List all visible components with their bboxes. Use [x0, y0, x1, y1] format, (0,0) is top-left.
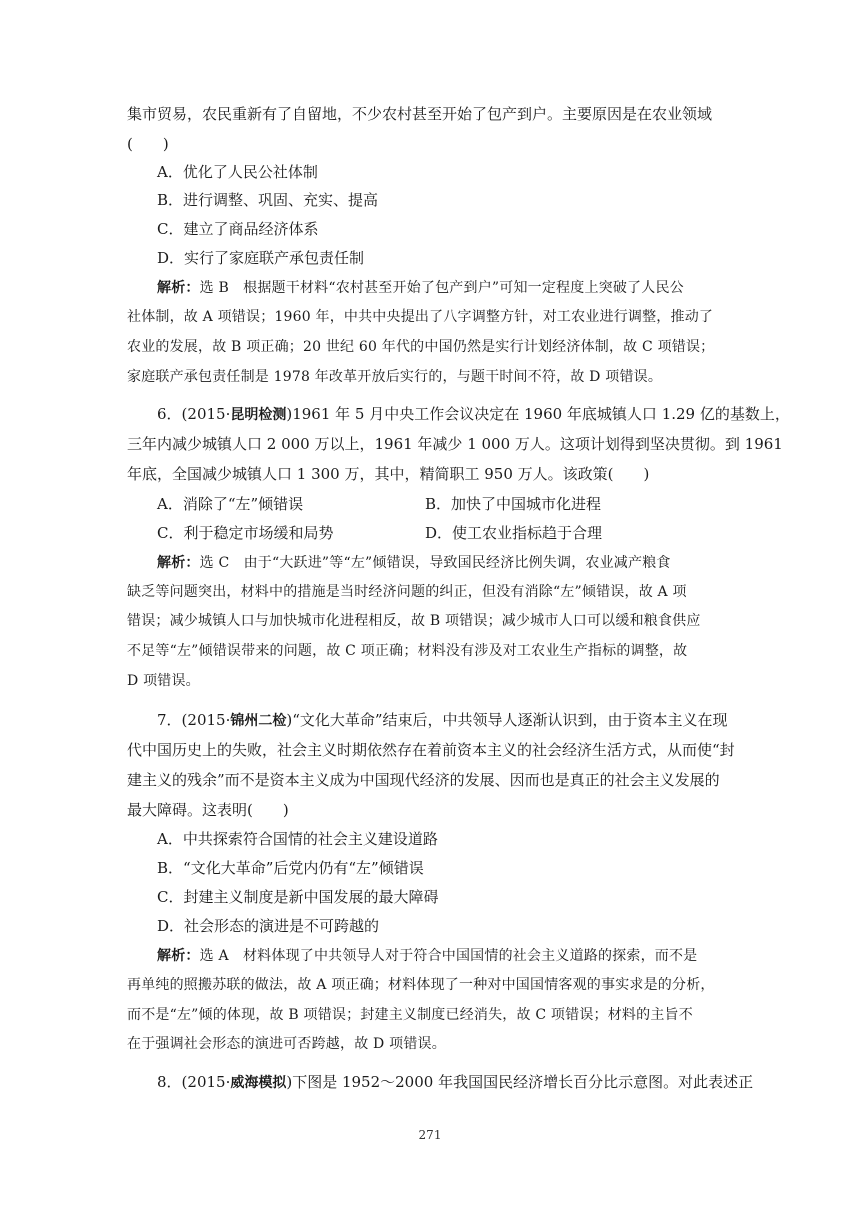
q5-analysis-line-3: 农业的发展，故 B 项正确；20 世纪 60 年代的中国仍然是实行计划经济体制，故 C 项错误；	[127, 339, 715, 355]
q7-option-c: C．封建主义制度是新中国发展的最大障碍	[157, 888, 439, 906]
q7-option-a: A．中共探索符合国情的社会主义建设道路	[157, 830, 438, 848]
q5-analysis-line-2: 社体制，故 A 项错误；1960 年，中共中央提出了八字调整方针，对工农业进行调整，推动了	[127, 309, 714, 325]
q6-option-b: B．加快了中国城市化进程	[425, 495, 602, 513]
q5-analysis-label: 解析：	[157, 280, 200, 296]
q8-number: 8．(2015·	[157, 1073, 231, 1091]
q7-stem-first-rest: )“文化大革命”结束后，中共领导人逐渐认识到，由于资本主义在现	[286, 711, 728, 729]
q5-stem-line-1: 集市贸易，农民重新有了自留地，不少农村甚至开始了包产到户。主要原因是在农业领域	[127, 105, 713, 123]
q6-analysis-line-2: 缺乏等问题突出，材料中的措施是当时经济问题的纠正，但没有消除“左”倾错误，故 A 项	[127, 584, 687, 600]
q6-option-a: A．消除了“左”倾错误	[157, 495, 304, 513]
q7-stem-line-2: 代中国历史上的失败，社会主义时期依然存在着前资本主义的社会经济生活方式，从而使“封	[127, 741, 735, 759]
q7-analysis-line-4: 在于强调社会形态的演进可否跨越，故 D 项错误。	[127, 1036, 446, 1052]
q6-analysis-line-3: 错误；减少城镇人口与加快城市化进程相反，故 B 项错误；减少城市人口可以缓和粮食供应	[127, 613, 701, 629]
q7-option-b: B．“文化大革命”后党内仍有“左”倾错误	[157, 859, 424, 877]
q7-source: 锦州二检	[230, 713, 287, 729]
q7-analysis-line-3: 而不是“左”倾的体现，故 B 项错误；封建主义制度已经消失，故 C 项错误；材料的主旨不	[127, 1007, 693, 1023]
q6-analysis-line-1	[157, 553, 671, 573]
q6-analysis-line-4: 不足等“左”倾错误带来的问题，故 C 项正确；材料没有涉及对工农业生产指标的调整，故	[127, 643, 688, 659]
q7-analysis-line-1	[157, 946, 697, 966]
q7-stem-line-3: 建主义的残余”而不是资本主义成为中国现代经济的发展、因而也是真正的社会主义发展的	[127, 771, 720, 789]
q6-option-c: C．利于稳定市场缓和局势	[157, 524, 334, 542]
q6-analysis-label: 解析：	[157, 555, 200, 571]
q6-analysis-line-5: D 项错误。	[127, 673, 200, 689]
q7-analysis-text-1: 选 A 材料体现了中共领导人对于符合中国国情的社会主义道路的探索，而不是	[199, 948, 698, 964]
q7-number: 7．(2015·	[157, 711, 231, 729]
q5-option-d: D．实行了家庭联产承包责任制	[157, 249, 365, 267]
q6-option-d: D．使工农业指标趋于合理	[425, 524, 603, 542]
q8-source: 威海模拟	[230, 1075, 287, 1091]
q6-stem-line-3: 年底，全国减少城镇人口 1 300 万，其中，精简职工 950 万人。该政策( )	[127, 465, 650, 483]
q5-stem-line-2: ( )	[127, 135, 169, 153]
q6-stem-line-2: 三年内减少城镇人口 2 000 万以上，1961 年减少 1 000 万人。这项计划得到坚决贯彻。到 1961	[127, 435, 783, 453]
q5-option-b: B．进行调整、巩固、充实、提高	[157, 191, 379, 209]
q8-stem-line-1	[157, 1072, 753, 1093]
q5-analysis-text-1: 选 B 根据题干材料“农村甚至开始了包产到户”可知一定程度上突破了人民公	[199, 280, 684, 296]
q6-stem-line-1	[157, 404, 790, 425]
q6-source: 昆明检测	[230, 407, 287, 423]
q7-analysis-label: 解析：	[157, 948, 200, 964]
q7-stem-line-4: 最大障碍。这表明( )	[127, 801, 289, 819]
q6-analysis-text-1: 选 C 由于“大跃进”等“左”倾错误，导致国民经济比例失调，农业减产粮食	[199, 555, 671, 571]
q8-stem-first-rest: )下图是 1952～2000 年我国国民经济增长百分比示意图。对此表述正	[286, 1073, 754, 1091]
q7-stem-line-1	[157, 710, 728, 731]
q6-stem-first-rest: )1961 年 5 月中央工作会议决定在 1960 年底城镇人口 1.29 亿的基数上，	[286, 405, 790, 423]
q5-analysis-line-1	[157, 278, 684, 298]
q5-analysis-line-4: 家庭联产承包责任制是 1978 年改革开放后实行的，与题干时间不符，故 D 项错误。	[127, 369, 663, 385]
q7-option-d: D．社会形态的演进是不可跨越的	[157, 917, 380, 935]
q5-option-c: C．建立了商品经济体系	[157, 220, 319, 238]
q6-number: 6．(2015·	[157, 405, 231, 423]
q7-analysis-line-2: 再单纯的照搬苏联的做法，故 A 项正确；材料体现了一种对中国国情客观的事实求是的分析，	[127, 977, 715, 993]
q5-option-a: A．优化了人民公社体制	[157, 163, 318, 181]
page-number: 271	[418, 1128, 442, 1142]
